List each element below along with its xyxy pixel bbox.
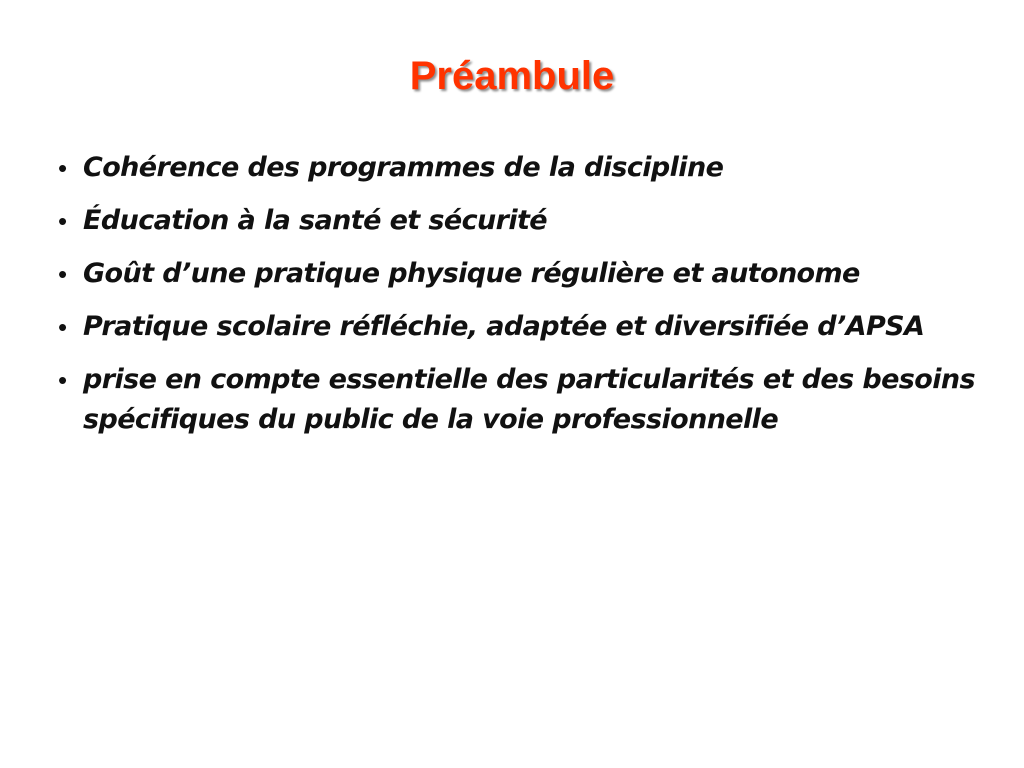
bullet-text: Pratique scolaire réfléchie, adaptée et diversifiée d’APSA [83, 311, 925, 342]
slide-title: Préambule [409, 54, 615, 98]
bullet-item [58, 360, 998, 440]
bullet-item [58, 307, 998, 347]
bullet-icon: • [58, 259, 67, 289]
bullet-icon: • [58, 312, 67, 342]
bullet-text: Cohérence des programmes de la discipline [83, 152, 724, 183]
bullet-icon: • [58, 206, 67, 236]
bullet-icon: • [58, 153, 67, 183]
bullet-item [58, 148, 998, 188]
bullet-text: Goût d’une pratique physique régulière et autonome [83, 258, 860, 289]
bullet-text: prise en compte essentielle des particularités et des besoins spécifiques du public de la voie professionnelle [83, 364, 975, 435]
bullet-list [58, 148, 998, 453]
bullet-item [58, 201, 998, 241]
bullet-icon: • [58, 365, 67, 395]
bullet-item [58, 254, 998, 294]
bullet-text: Éducation à la santé et sécurité [83, 205, 547, 236]
